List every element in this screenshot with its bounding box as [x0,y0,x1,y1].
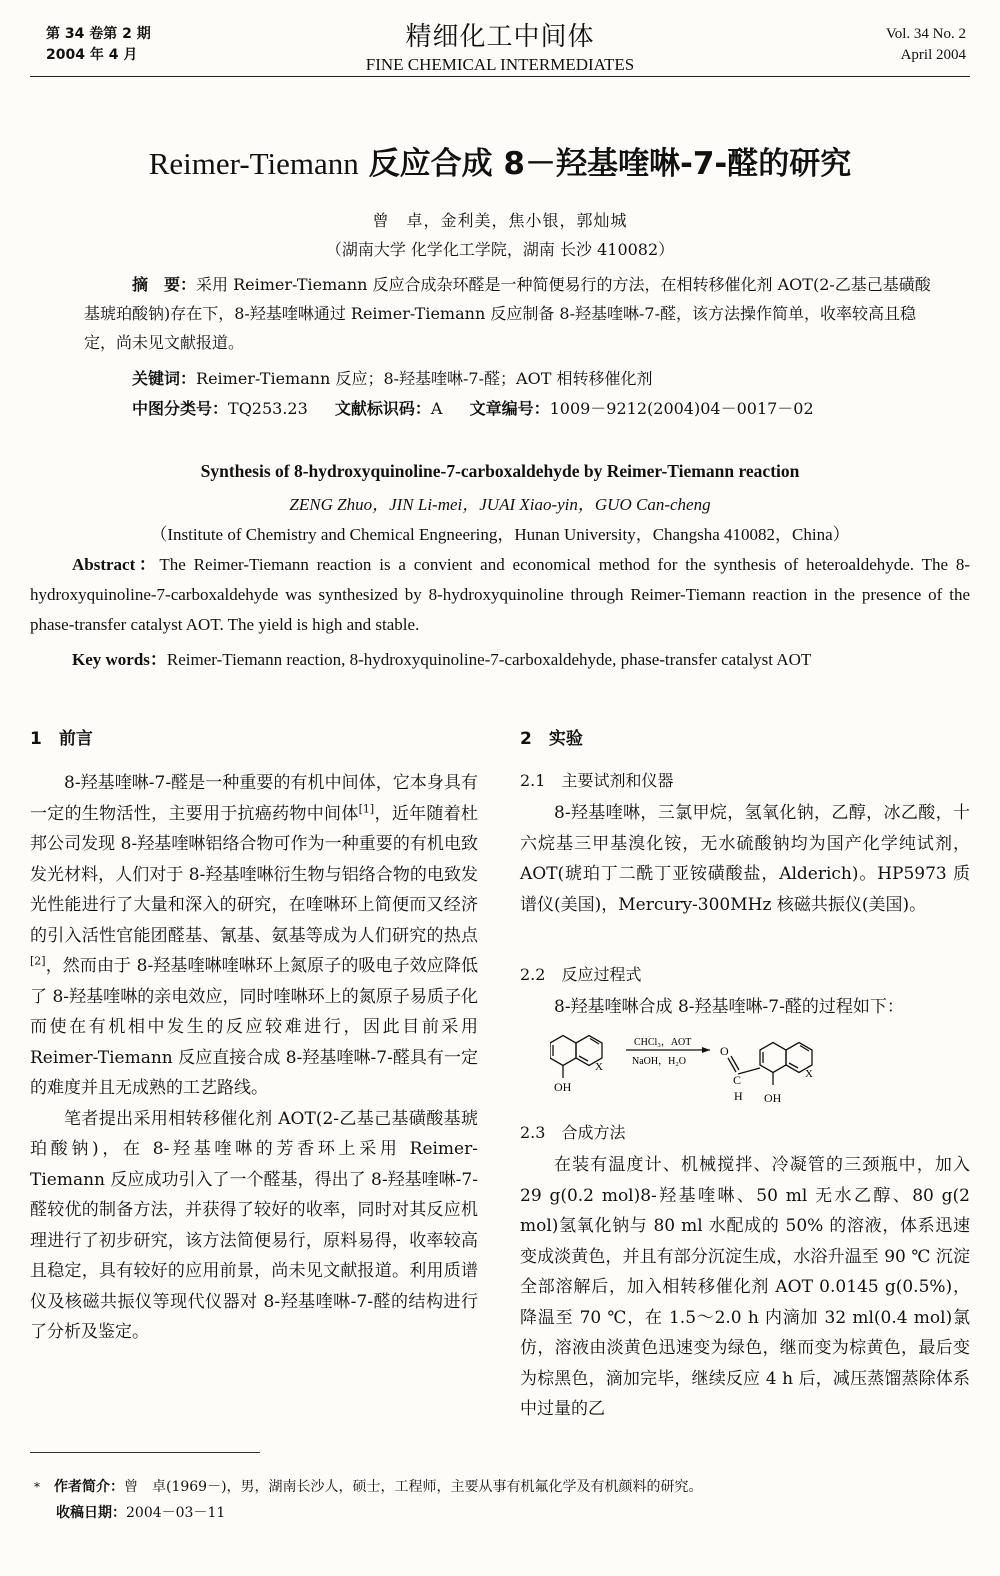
footnote-author-label: 作者简介： [54,1479,124,1495]
english-abstract-label: Abstract： [72,555,160,574]
english-abstract [30,550,970,640]
keywords-zh-label: 关键词： [132,369,197,388]
article-no-value: 1009－9212(2004)04－0017－02 [549,399,814,418]
paper-title-en-part: Reimer-Tiemann [148,146,359,181]
footnote-received [56,1502,225,1522]
footnote-author-text: 曾 卓(1969－)，男，湖南长沙人，硕士，工程师，主要从事有机氟化学及有机颜料的研究。 [124,1479,703,1495]
section-2-3-heading: 2.3 合成方法 [520,1123,626,1142]
section-1-paragraph-1 [30,768,478,1104]
reagents-bottom: NaOH，H₂O [632,1056,687,1067]
clc-label: 中图分类号： [132,399,229,418]
header-rule [30,76,970,77]
header-volume-en: Vol. 34 No. 2 [885,26,966,42]
keywords-zh-text: Reimer-Tiemann 反应；8-羟基喹啉-7-醛；AOT 相转移催化剂 [196,369,653,388]
section-1-paragraph-2: 笔者提出采用相转移催化剂 AOT(2-乙基己基磺酸基琥珀酸钠)，在 8-羟基喹啉的芳香环上采用 Reimer-Tiemann 反应成功引入了一个醛基，得出了 8-羟基喹啉-7-醛较优的制备方法，并获得了较好的收率，同时对其反应机理进行了初步研究，该方法简便易行，原料易得，收率较高且稳定，具有较好的应用前景，尚未见文献报道。利用质谱仪及核磁共振仪等现代仪器对 8-羟基喹啉-7-醛的结构进行了分析及鉴定。 [30,1108,478,1342]
section-1-heading: 1 前言 [30,729,93,749]
english-keywords [72,645,811,670]
english-keywords-label: Key words： [72,650,167,669]
p1-text-a: 8-羟基喹啉-7-醛是一种重要的有机中间体，它本身具有一定的生物活性，主要用于抗癌药物中间体 [30,773,478,824]
section-1-body [30,768,478,1348]
section-2-1-text: 8-羟基喹啉，三氯甲烷，氢氧化钠，乙醇，冰乙酸，十六烷基三甲基溴化铵，无水硫酸钠均为国产化学纯试剂，AOT(琥珀丁二酰丁亚铵磺酸盐，Alderich)。HP5973 质谱仪(美国)，Mercury-300MHz 核磁共振仪(美国)。 [520,803,970,915]
p1-text-b: ，近年随着杜邦公司发现 8-羟基喹啉铝络合物可作为一种重要的有机电致发光材料，人们对于 8-羟基喹啉衍生物与铝络合物的电致发光性能进行了大量和深入的研究，在喹啉环上简便而又经济的引入活性官能团醛基、氰基、氨基等成为人们研究的热点 [30,803,479,946]
english-affiliation: （Institute of Chemistry and Chemical Engneering，Hunan University，Changsha 410082，China） [150,525,850,544]
paper-title [0,138,1000,183]
section-2-1-body [520,798,970,920]
p1-text-c: ，然而由于 8-羟基喹啉喹啉环上氮原子的吸电子效应降低了 8-羟基喹啉的亲电效应，同时喹啉环上的氮原子易质子化而使在有机相中发生的反应较难进行，因此目前采用 Reimer-Tiemann 反应直接合成 8-羟基喹啉-7-醛具有一定的难度并且无成熟的工艺路线。 [30,956,478,1098]
product-x-label: X [805,1068,813,1080]
affiliation-zh: （湖南大学 化学化工学院，湖南 长沙 410082） [325,240,675,259]
english-abstract-text: The Reimer-Tiemann reaction is a convient and economical method for the synthesis of heteroaldehyde. The 8-hydroxyquinoline-7-carboxaldehyde was synthesized by 8-hydroxyquinoline through Reimer-Tiemann reaction in the presence of the phase-transfer catalyst AOT. The yield is high and stable. [30,555,970,634]
reactant-x-label: X [595,1061,603,1073]
aldehyde-o-label: O [720,1044,729,1058]
header-issue-en [886,24,966,66]
english-keywords-text: Reimer-Tiemann reaction, 8-hydroxyquinoline-7-carboxaldehyde, phase-transfer catalyst AOT [166,650,812,669]
section-2-3-body [520,1150,970,1425]
footnote-received-text: 2004－03－11 [126,1505,226,1521]
classification-line [132,396,814,419]
english-authors: ZENG Zhuo，JIN Li-mei，JUAI Xiao-yin，GUO Can-cheng [289,495,711,514]
journal-masthead [0,16,1000,75]
citation-1: [1] [358,801,375,815]
header-volume-zh: 第 34 卷第 2 期 [46,26,151,42]
abstract-zh-text: 采用 Reimer-Tiemann 反应合成杂环醛是一种简便易行的方法，在相转移催化剂 AOT(2-乙基己基磺酸基琥珀酸钠)存在下，8-羟基喹啉通过 Reimer-Tiemann 反应制备 8-羟基喹啉-7-醛，该方法操作简单，收率较高且稳定，尚未见文献报道。 [84,275,931,352]
footnote-received-label: 收稿日期： [56,1505,126,1521]
aldehyde-h-label: H [734,1089,743,1103]
section-2-3-text: 在装有温度计、机械搅拌、冷凝管的三颈瓶中，加入 29 g(0.2 mol)8-羟基喹啉、50 ml 无水乙醇、80 g(2 mol)氢氧化钠与 80 ml 水配成的 50% 的溶液，体系迅速变成淡黄色，并且有部分沉淀生成，水浴升温至 90 ℃ 沉淀全部溶解后，加入相转移催化剂 AOT 0.0145 g(0.5%)，降温至 70 ℃，在 1.5～2.0 h 内滴加 32 ml(0.4 mol)氯仿，溶液由淡黄色迅速变为绿色，继而变为棕黄色，最后变为棕黑色，滴加完毕，继续反应 4 h 后，减压蒸馏蒸除体系中过量的乙 [520,1155,970,1419]
reaction-scheme [550,1028,840,1110]
doc-code-value: A [430,399,443,418]
journal-name-zh: 精细化工中间体 [405,22,595,52]
header-date-zh: 2004 年 4 月 [46,47,138,63]
section-2-1-heading: 2.1 主要试剂和仪器 [520,771,674,790]
clc-value: TQ253.23 [228,399,308,418]
abstract-zh [84,270,944,357]
header-date-en: April 2004 [900,47,966,63]
journal-name-en: FINE CHEMICAL INTERMEDIATES [365,55,635,74]
section-2-2-text: 8-羟基喹啉合成 8-羟基喹啉-7-醛的过程如下： [554,997,904,1017]
section-2-2-heading: 2.2 反应过程式 [520,965,642,984]
paper-title-zh-part: 反应合成 8－羟基喹啉-7-醛的研究 [368,146,852,182]
article-no-label: 文章编号： [469,399,550,418]
reagents-top: CHCl₃，AOT [634,1037,692,1048]
section-2-heading: 2 实验 [520,729,583,749]
doc-code-label: 文献标识码： [334,399,431,418]
reactant-oh-label: OH [554,1080,572,1094]
citation-2: [2] [30,954,46,968]
footnote-marker: * [34,1480,40,1494]
footnote-author [34,1476,703,1496]
authors-zh: 曾 卓，金利美，焦小银，郭灿城 [372,211,628,230]
english-title: Synthesis of 8-hydroxyquinoline-7-carboxaldehyde by Reimer-Tiemann reaction [200,461,800,481]
aldehyde-c-label: C [733,1073,742,1087]
footnote-rule [30,1452,260,1453]
abstract-zh-label: 摘 要： [132,275,197,294]
section-2-2-body [520,992,970,1023]
keywords-zh [132,366,652,389]
reaction-arrowhead [702,1047,710,1053]
product-oh-label: OH [764,1091,782,1105]
